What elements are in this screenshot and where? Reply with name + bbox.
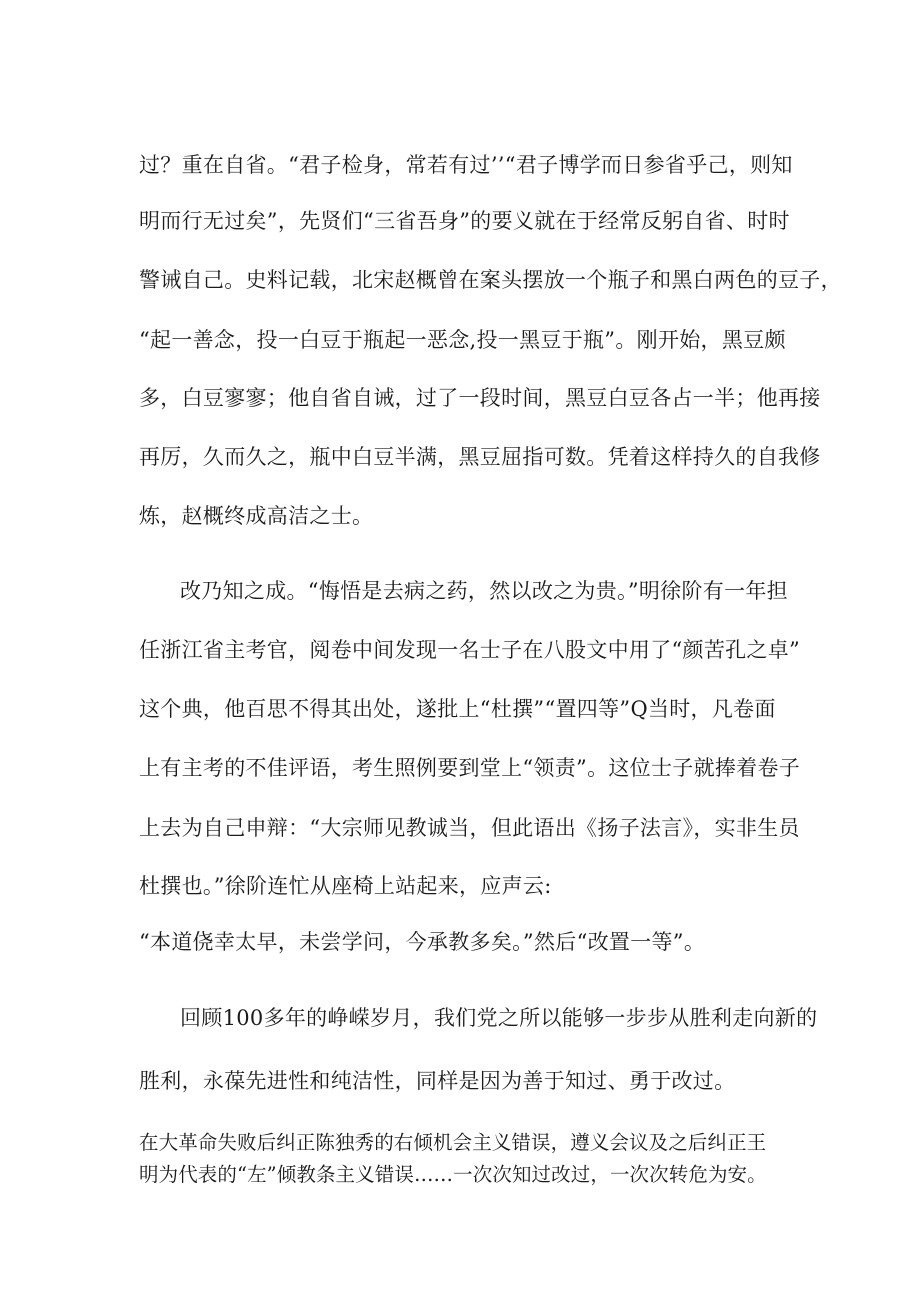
paragraph-1-line-4: “起一善念，投一白豆于瓶起一恶念,投一黑豆于瓶”。刚开始，黑豆颇 (139, 328, 786, 352)
paragraph-4-line-2: 明为代表的“左”倾教条主义错误……一次次知过改过，一次次转危为安。 (139, 1163, 767, 1186)
paragraph-1-line-2: 明而行无过矣”，先贤们“三省吾身”的要义就在于经常反躬自省、时时 (139, 209, 790, 233)
paragraph-2-line-6: 杜撰也。”徐阶连忙从座椅上站起来，应声云: (139, 874, 552, 898)
paragraph-3-line-1: 回顾100多年的峥嵘岁月，我们党之所以能够一步步从胜利走向新的 (180, 1006, 818, 1030)
paragraph-4-line-1: 在大革命失败后纠正陈独秀的右倾机会主义错误，遵义会议及之后纠正王 (139, 1131, 767, 1154)
paragraph-2-line-2: 任浙江省主考官，阅卷中间发现一名士子在八股文中用了“颜苦孔之卓” (139, 638, 801, 662)
paragraph-2-line-3: 这个典，他百思不得其出处，遂批上“杜撰”“置四等”Q当时，凡卷面 (139, 697, 776, 721)
paragraph-1-line-3: 警诫自己。史料记载，北宋赵概曾在案头摆放一个瓶子和黑白两色的豆子， (139, 268, 842, 292)
paragraph-2-line-4: 上有主考的不佳评语，考生照例要到堂上“领责”。这位士子就捧着卷子 (139, 756, 801, 780)
paragraph-1-line-1: 过？重在自省。“君子检身，常若有过’’“君子博学而日参省乎己，则知 (139, 153, 793, 177)
paragraph-1-line-7: 炼，赵概终成高洁之士。 (139, 504, 374, 528)
paragraph-2-line-7: “本道侥幸太早，未尝学问，今承教多矣。”然后“改置一等”。 (139, 930, 706, 954)
paragraph-2-line-1: 改乃知之成。“悔悟是去病之药，然以改之为贵。”明徐阶有一年担 (180, 579, 788, 603)
paragraph-1-line-6: 再厉，久而久之，瓶中白豆半满，黑豆屈指可数。凭着这样持久的自我修 (139, 445, 821, 469)
paragraph-2-line-5: 上去为自己申辩：“大宗师见教诚当，但此语出《扬子法言》，实非生员 (139, 816, 800, 840)
paragraph-3-line-2: 胜利，永葆先进性和纯洁性，同样是因为善于知过、勇于改过。 (139, 1069, 736, 1093)
paragraph-1-line-5: 多，白豆寥寥；他自省自诫，过了一段时间，黑豆白豆各占一半；他再接 (139, 386, 821, 410)
